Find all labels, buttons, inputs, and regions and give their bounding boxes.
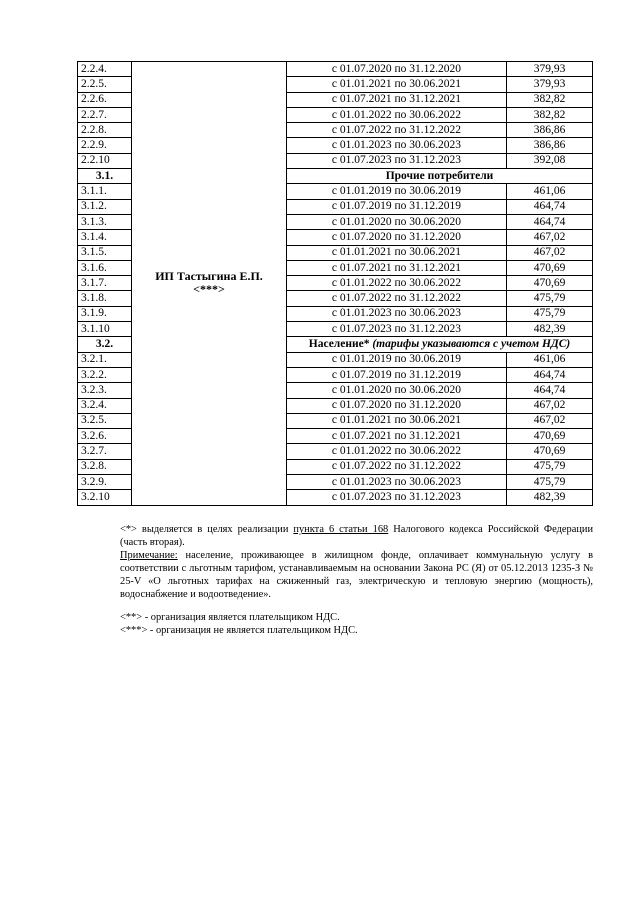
category-title: Прочие потребители	[385, 169, 494, 182]
tariff-value: 379,93	[507, 77, 593, 92]
tariff-period: с 01.01.2020 по 30.06.2020	[287, 383, 507, 398]
tariff-period: с 01.07.2019 по 31.12.2019	[287, 199, 507, 214]
tariff-period: с 01.07.2022 по 31.12.2022	[287, 123, 507, 138]
row-number: 3.2.4.	[78, 398, 132, 413]
tariff-value: 470,69	[507, 429, 593, 444]
tariff-value: 470,69	[507, 444, 593, 459]
row-number: 2.2.9.	[78, 138, 132, 153]
vat-note-suffix: Налогового кодекса Российской Федерации (часть вторая).	[120, 524, 594, 548]
tariff-period: с 01.07.2020 по 31.12.2020	[287, 398, 507, 413]
tariff-value: 482,39	[507, 322, 593, 337]
remark-text: население, проживающее в жилищном фонде, оплачивает коммунальную услугу в соответствии с льготным тарифом, устанавливаемым на основании Закона РС (Я) от 05.12.2013 1235-З № 25-V «О льготных тарифах на сжиженный газ, электрическую и тепловую энергию (мощность), водоснабжение и водоотведение».	[120, 550, 593, 600]
row-number: 3.1.10	[78, 322, 132, 337]
tariff-value: 464,74	[507, 367, 593, 382]
row-number: 3.2.6.	[78, 429, 132, 444]
tariff-period: с 01.01.2021 по 30.06.2021	[287, 245, 507, 260]
tariff-value: 386,86	[507, 138, 593, 153]
tariff-period: с 01.07.2020 по 31.12.2020	[287, 230, 507, 245]
tariff-value: 392,08	[507, 153, 593, 168]
row-number: 2.2.8.	[78, 123, 132, 138]
tariff-period: с 01.07.2021 по 31.12.2021	[287, 429, 507, 444]
vat-note-prefix: <*> выделяется в целях реализации	[120, 524, 294, 535]
row-number: 3.2.3.	[78, 383, 132, 398]
tariff-value: 382,82	[507, 107, 593, 122]
tariff-table	[77, 61, 593, 506]
tariff-value: 464,74	[507, 383, 593, 398]
tariff-period: с 01.01.2023 по 30.06.2023	[287, 475, 507, 490]
organization-cell	[132, 62, 287, 506]
row-number: 2.2.4.	[78, 62, 132, 77]
tariff-period: с 01.07.2022 по 31.12.2022	[287, 291, 507, 306]
tariff-value: 482,39	[507, 490, 593, 505]
tariff-period: с 01.07.2023 по 31.12.2023	[287, 490, 507, 505]
vat-note	[120, 523, 593, 549]
tariff-period: с 01.01.2021 по 30.06.2021	[287, 77, 507, 92]
tariff-value: 461,06	[507, 184, 593, 199]
row-number: 3.1.6.	[78, 260, 132, 275]
tariff-period: с 01.01.2019 по 30.06.2019	[287, 352, 507, 367]
tariff-period: с 01.01.2023 по 30.06.2023	[287, 138, 507, 153]
tariff-value: 470,69	[507, 276, 593, 291]
organization-vat-mark: <***>	[193, 282, 225, 297]
tariff-period: с 01.01.2022 по 30.06.2022	[287, 107, 507, 122]
tariff-period: с 01.01.2020 по 30.06.2020	[287, 214, 507, 229]
row-number: 3.2.10	[78, 490, 132, 505]
tax-code-link[interactable]: пункта 6 статьи 168	[293, 524, 389, 535]
row-number: 3.1.	[78, 169, 132, 184]
tariff-value: 470,69	[507, 260, 593, 275]
tariff-period: с 01.07.2023 по 31.12.2023	[287, 153, 507, 168]
tariff-value: 475,79	[507, 475, 593, 490]
not-vat-payer-note: <***> - организация не является плательщиком НДС.	[120, 625, 358, 636]
row-number: 3.1.3.	[78, 214, 132, 229]
row-number: 2.2.10	[78, 153, 132, 168]
row-number: 3.1.8.	[78, 291, 132, 306]
tariff-value: 382,82	[507, 92, 593, 107]
tariff-value: 467,02	[507, 230, 593, 245]
row-number: 3.1.9.	[78, 306, 132, 321]
tariff-period: с 01.01.2019 по 30.06.2019	[287, 184, 507, 199]
row-number: 3.2.7.	[78, 444, 132, 459]
tariff-value: 475,79	[507, 291, 593, 306]
consumer-category	[287, 169, 593, 184]
row-number: 2.2.5.	[78, 77, 132, 92]
row-number: 3.1.1.	[78, 184, 132, 199]
row-number: 3.1.7.	[78, 276, 132, 291]
row-number: 3.2.5.	[78, 413, 132, 428]
row-number: 3.1.5.	[78, 245, 132, 260]
remark-note	[120, 549, 593, 601]
tariff-value: 475,79	[507, 306, 593, 321]
row-number: 2.2.6.	[78, 92, 132, 107]
organization-name: ИП Тастыгина Е.П.	[155, 269, 263, 284]
remark-label: Примечание:	[120, 550, 178, 561]
row-number: 3.1.2.	[78, 199, 132, 214]
consumer-category	[287, 337, 593, 352]
table-row	[78, 62, 593, 77]
tariff-period: с 01.07.2020 по 31.12.2020	[287, 62, 507, 77]
row-number: 3.1.4.	[78, 230, 132, 245]
tariff-value: 467,02	[507, 413, 593, 428]
tariff-period: с 01.01.2022 по 30.06.2022	[287, 444, 507, 459]
row-number: 3.2.8.	[78, 459, 132, 474]
row-number: 3.2.	[78, 337, 132, 352]
tariff-value: 386,86	[507, 123, 593, 138]
row-number: 3.2.1.	[78, 352, 132, 367]
tariff-period: с 01.07.2023 по 31.12.2023	[287, 322, 507, 337]
tariff-value: 464,74	[507, 199, 593, 214]
category-title: Население*	[308, 337, 370, 350]
row-number: 2.2.7.	[78, 107, 132, 122]
tariff-period: с 01.07.2022 по 31.12.2022	[287, 459, 507, 474]
vat-payer-note: <**> - организация является плательщиком НДС.	[120, 612, 340, 623]
tariff-value: 467,02	[507, 245, 593, 260]
category-note: (тарифы указываются с учетом НДС)	[372, 337, 571, 350]
footnotes	[120, 523, 593, 637]
tariff-table-body	[78, 62, 593, 506]
tariff-period: с 01.07.2021 по 31.12.2021	[287, 92, 507, 107]
row-number: 3.2.2.	[78, 367, 132, 382]
tariff-period: с 01.07.2021 по 31.12.2021	[287, 260, 507, 275]
tariff-value: 461,06	[507, 352, 593, 367]
tariff-period: с 01.01.2022 по 30.06.2022	[287, 276, 507, 291]
tariff-value: 475,79	[507, 459, 593, 474]
tariff-period: с 01.07.2019 по 31.12.2019	[287, 367, 507, 382]
tariff-value: 379,93	[507, 62, 593, 77]
tariff-period: с 01.01.2021 по 30.06.2021	[287, 413, 507, 428]
tariff-period: с 01.01.2023 по 30.06.2023	[287, 306, 507, 321]
tariff-value: 467,02	[507, 398, 593, 413]
tariff-value: 464,74	[507, 214, 593, 229]
row-number: 3.2.9.	[78, 475, 132, 490]
